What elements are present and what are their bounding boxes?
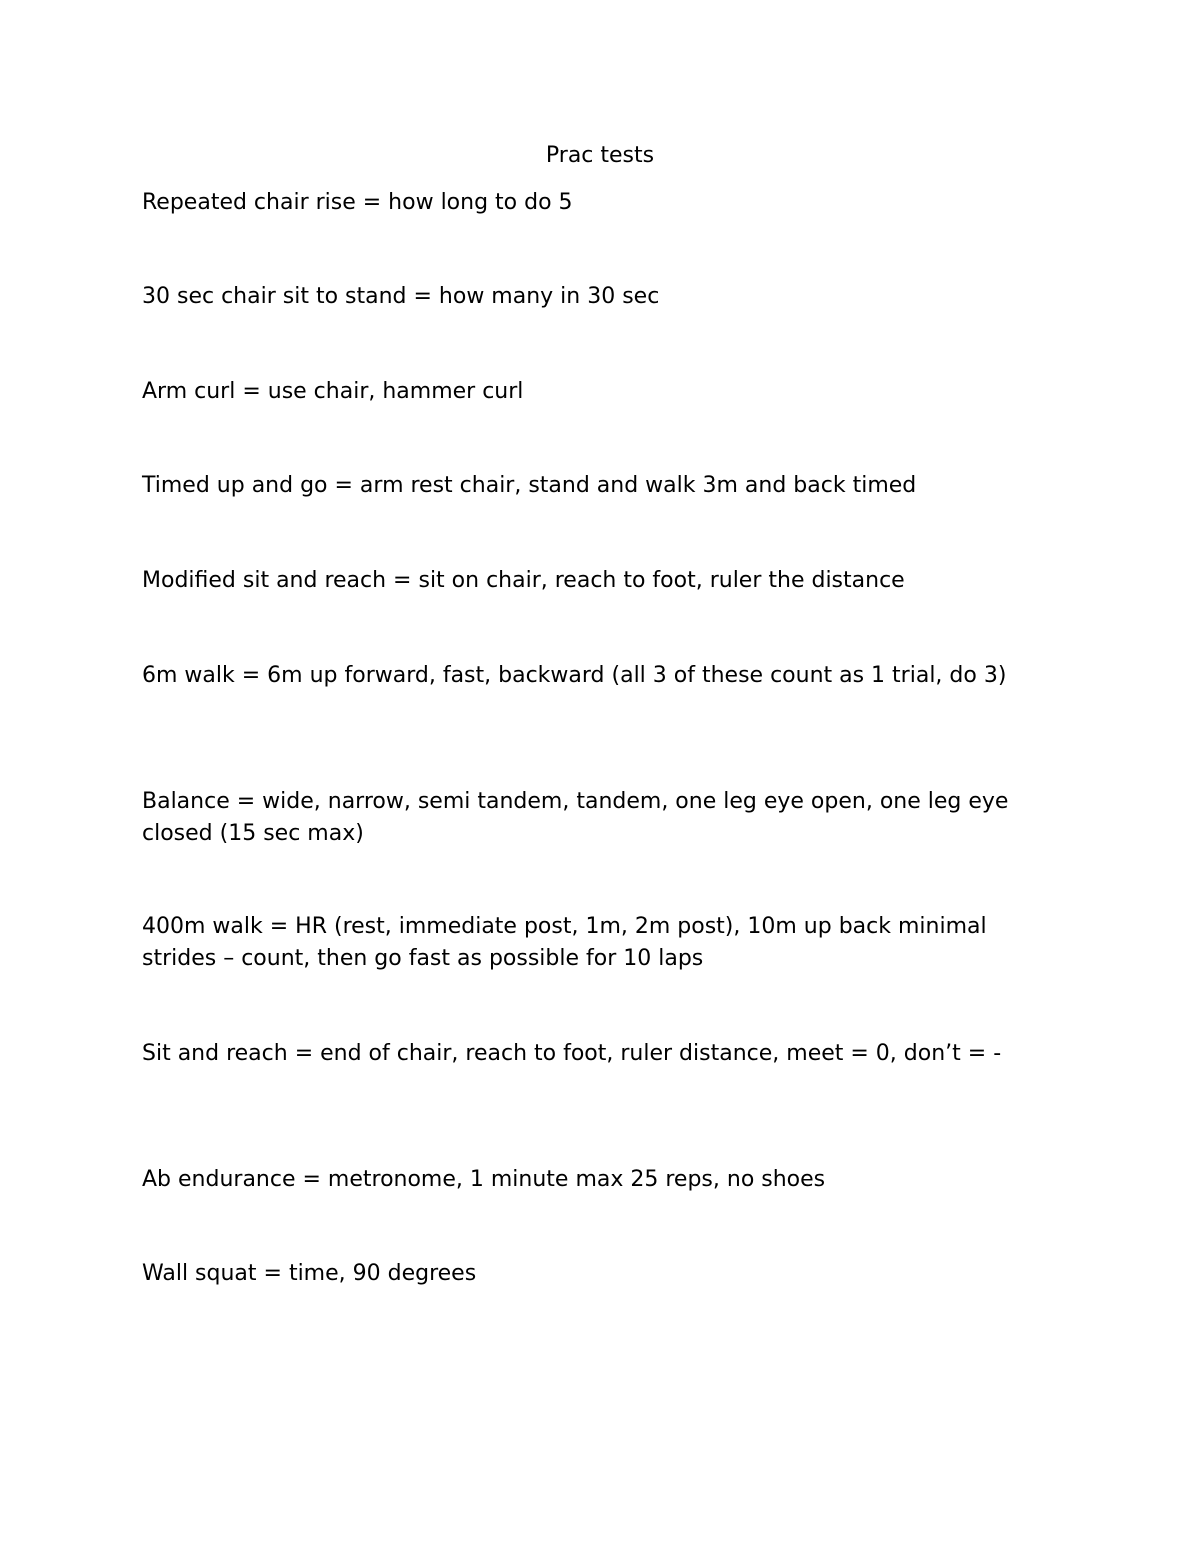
note-line-ab-endurance: Ab endurance = metronome, 1 minute max 25 reps, no shoes xyxy=(142,1167,826,1192)
note-line-30-sec-chair-sit-to-stand: 30 sec chair sit to stand = how many in 30 sec xyxy=(142,284,660,309)
note-line-repeated-chair-rise: Repeated chair rise = how long to do 5 xyxy=(142,190,573,215)
note-line-wall-squat: Wall squat = time, 90 degrees xyxy=(142,1261,477,1286)
note-line-modified-sit-and-reach: Modified sit and reach = sit on chair, reach to foot, ruler the distance xyxy=(142,568,905,593)
note-line-arm-curl: Arm curl = use chair, hammer curl xyxy=(142,379,524,404)
note-line-timed-up-and-go: Timed up and go = arm rest chair, stand and walk 3m and back timed xyxy=(142,473,917,498)
note-line-6m-walk: 6m walk = 6m up forward, fast, backward (all 3 of these count as 1 trial, do 3) xyxy=(142,663,1007,688)
note-line-balance: Balance = wide, narrow, semi tandem, tandem, one leg eye open, one leg eye closed (15 sec max) xyxy=(142,789,1009,846)
note-line-400m-walk: 400m walk = HR (rest, immediate post, 1m, 2m post), 10m up back minimal strides – count, then go fast as possible for 10 laps xyxy=(142,914,987,971)
note-line-sit-and-reach: Sit and reach = end of chair, reach to foot, ruler distance, meet = 0, don’t = - xyxy=(142,1041,1002,1066)
page-title: Prac tests xyxy=(545,143,655,168)
